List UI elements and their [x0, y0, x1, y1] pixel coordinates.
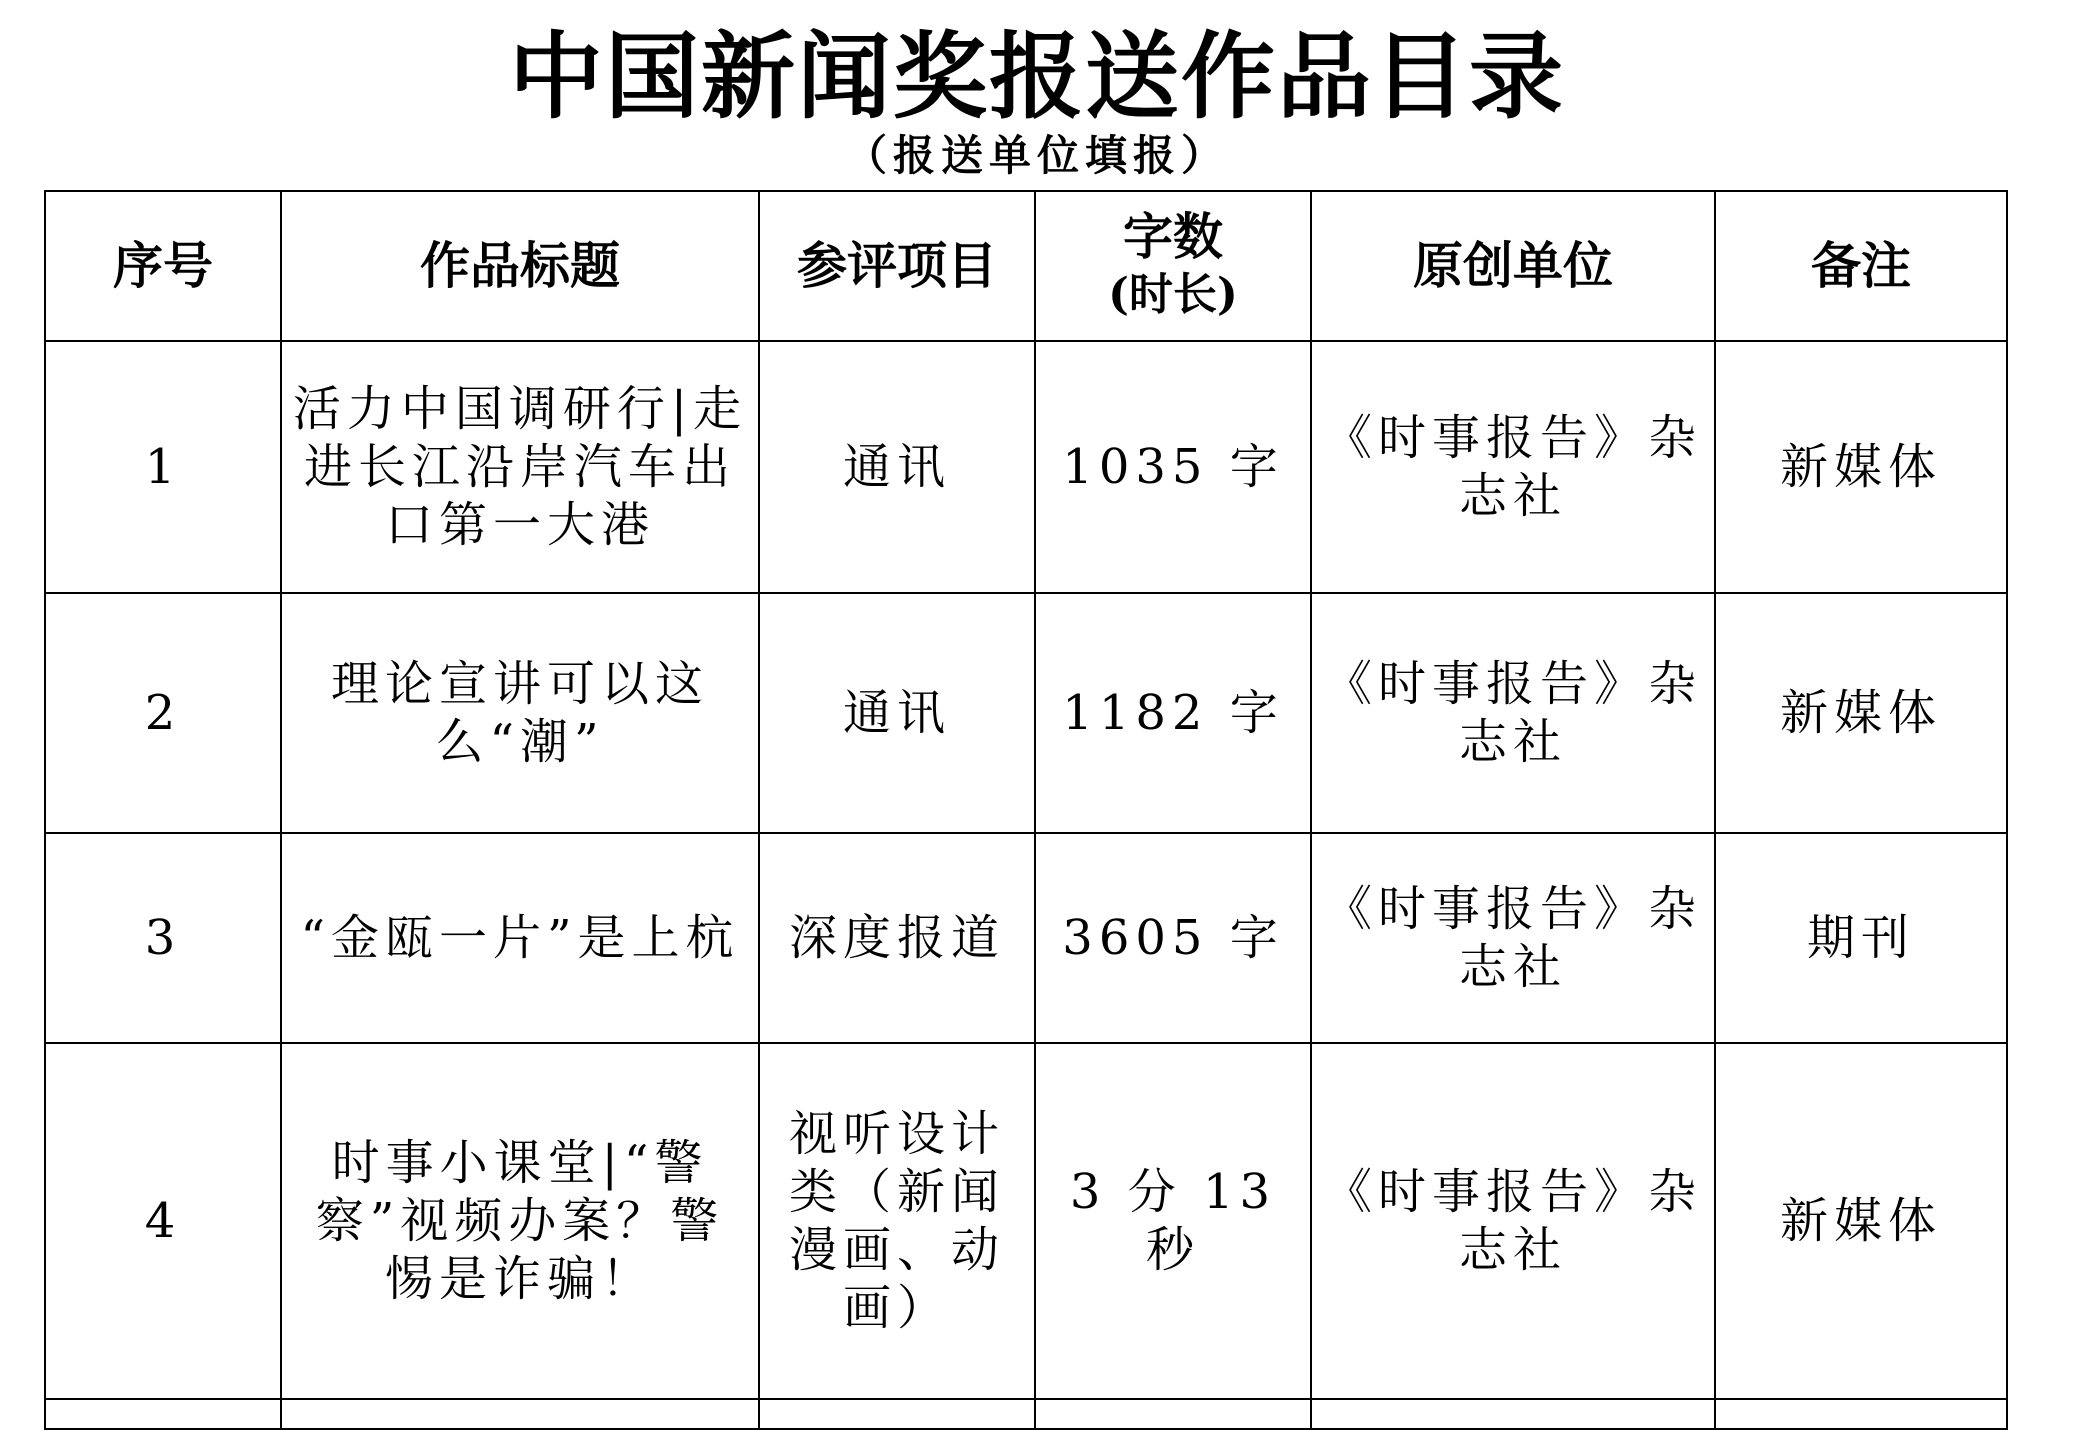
- cell-length: 1182 字: [1035, 593, 1311, 833]
- cell-category: 视听设计类（新闻漫画、动画）: [759, 1043, 1035, 1399]
- cell-origin: 《时事报告》杂志社: [1311, 341, 1715, 593]
- header-length-sub: (时长): [1108, 269, 1238, 320]
- cell-index: 2: [45, 593, 281, 833]
- cell-empty: [281, 1399, 759, 1429]
- cell-empty: [1311, 1399, 1715, 1429]
- header-category: 参评项目: [759, 191, 1035, 341]
- cell-index: 3: [45, 833, 281, 1043]
- cell-origin: 《时事报告》杂志社: [1311, 1043, 1715, 1399]
- cell-remark: 期刊: [1715, 833, 2007, 1043]
- cell-empty: [45, 1399, 281, 1429]
- table-row: [45, 833, 2007, 1043]
- cell-empty: [1035, 1399, 1311, 1429]
- cell-title: 理论宣讲可以这么“潮”: [281, 593, 759, 833]
- cell-category: 通讯: [759, 593, 1035, 833]
- header-index: 序号: [45, 191, 281, 341]
- cell-index: 4: [45, 1043, 281, 1399]
- cell-length: 1035 字: [1035, 341, 1311, 593]
- cell-length: 3605 字: [1035, 833, 1311, 1043]
- cell-remark: 新媒体: [1715, 1043, 2007, 1399]
- cell-remark: 新媒体: [1715, 341, 2007, 593]
- cell-category: 通讯: [759, 341, 1035, 593]
- table-header-row: [45, 191, 2007, 341]
- header-remark: 备注: [1715, 191, 2007, 341]
- cell-remark: 新媒体: [1715, 593, 2007, 833]
- table-row: [45, 593, 2007, 833]
- cell-empty: [1715, 1399, 2007, 1429]
- cell-index: 1: [45, 341, 281, 593]
- cell-category: 深度报道: [759, 833, 1035, 1043]
- table-row: [45, 1043, 2007, 1399]
- document-subtitle: （报送单位填报）: [844, 131, 1229, 180]
- table-row: [45, 341, 2007, 593]
- header-length: [1035, 191, 1311, 341]
- cell-title: “金瓯一片”是上杭: [281, 833, 759, 1043]
- works-catalog-table: [44, 190, 2008, 1430]
- table-row-partial: [45, 1399, 2007, 1429]
- header-work-title: 作品标题: [281, 191, 759, 341]
- header-origin: 原创单位: [1311, 191, 1715, 341]
- cell-length: 3 分 13 秒: [1035, 1043, 1311, 1399]
- cell-empty: [759, 1399, 1035, 1429]
- header-length-main: 字数: [1123, 207, 1223, 266]
- cell-title: 时事小课堂|“警察”视频办案？警惕是诈骗！: [281, 1043, 759, 1399]
- document-title: 中国新闻奖报送作品目录: [508, 22, 1565, 132]
- cell-origin: 《时事报告》杂志社: [1311, 593, 1715, 833]
- cell-title: 活力中国调研行|走进长江沿岸汽车出口第一大港: [281, 341, 759, 593]
- cell-origin: 《时事报告》杂志社: [1311, 833, 1715, 1043]
